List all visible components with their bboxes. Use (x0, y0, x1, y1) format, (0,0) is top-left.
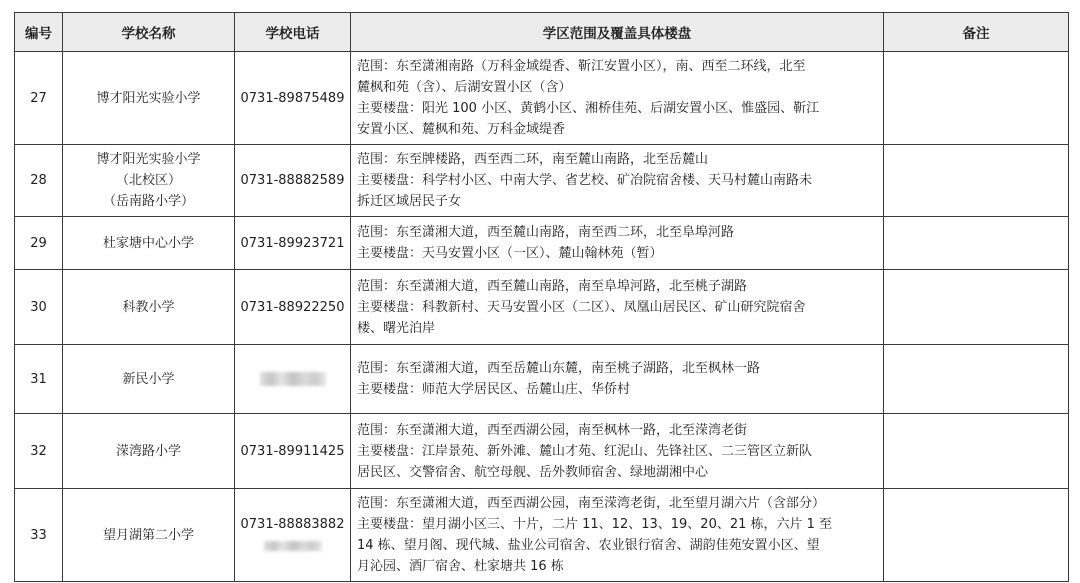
school-phone-cell (235, 145, 351, 217)
school-name-line: 博才阳光实验小学 (96, 152, 201, 167)
school-name-cell (63, 414, 235, 489)
note-cell (884, 489, 1069, 582)
phone-number: 0731-89923721 (240, 235, 345, 251)
school-name-line: （岳南路小学） (102, 194, 194, 209)
school-name-line: 博才阳光实验小学 (96, 90, 201, 106)
header-school-name: 学校名称 (63, 13, 235, 52)
district-scope-cell (351, 414, 884, 489)
note-cell (884, 145, 1069, 217)
scope-text-line: 麓枫和苑（含）、后湖安置小区（含） (357, 80, 572, 95)
school-district-table (14, 12, 1069, 582)
table-row (15, 345, 1069, 414)
note-cell (884, 345, 1069, 414)
school-name-line: 新民小学 (122, 371, 175, 387)
row-number: 28 (15, 145, 63, 217)
note-cell (884, 414, 1069, 489)
scope-text-line: 范围：东至潇湘大道，西至西湖公园，南至枫林一路，北至溁湾老街 (357, 422, 748, 438)
phone-number: 0731-88883882 (240, 517, 345, 532)
table-row (15, 145, 1069, 217)
school-name-cell (63, 270, 235, 345)
scope-text-line: 14 栋、望月阁、现代城、盐业公司宿舍、农业银行宿舍、湖韵佳苑安置小区、望 (357, 538, 820, 553)
scope-text-line: 主要楼盘：师范大学居民区、岳麓山庄、华侨村 (357, 382, 631, 397)
district-scope-cell (351, 489, 884, 582)
table-row (15, 414, 1069, 489)
district-scope-cell (351, 345, 884, 414)
phone-number: 0731-89875489 (240, 90, 345, 106)
district-scope-cell (351, 52, 884, 145)
row-number: 30 (15, 270, 63, 345)
school-name-cell (63, 52, 235, 145)
note-cell (884, 52, 1069, 145)
row-number: 27 (15, 52, 63, 145)
school-name-cell (63, 217, 235, 270)
phone-number: 0731-88882589 (240, 173, 345, 188)
scope-text-line: 范围：东至潇湘南路（万科金域缇香、靳江安置小区），南、西至二环线，北至 (357, 59, 806, 74)
school-phone-cell (235, 489, 351, 582)
phone-number: 0731-88922250 (240, 299, 345, 315)
school-phone-cell (235, 345, 351, 414)
scope-text-line: 主要楼盘：望月湖小区三、十片，二片 11、12、13、19、20、21 栋，六片 1 至 (357, 517, 833, 532)
district-scope-cell (351, 217, 884, 270)
header-school-phone: 学校电话 (235, 13, 351, 52)
header-notes: 备注 (884, 13, 1069, 52)
scope-text-line: 范围：东至牌楼路，西至西二环，南至麓山南路，北至岳麓山 (357, 152, 709, 167)
redacted-phone (260, 372, 326, 386)
table-row (15, 217, 1069, 270)
school-name-cell (63, 145, 235, 217)
school-phone-cell (235, 414, 351, 489)
school-phone-cell (235, 52, 351, 145)
table-row (15, 489, 1069, 582)
school-name-line: 杜家塘中心小学 (102, 235, 194, 251)
redacted-phone (264, 541, 322, 551)
school-name-cell (63, 345, 235, 414)
district-scope-cell (351, 270, 884, 345)
header-district-scope: 学区范围及覆盖具体楼盘 (351, 13, 884, 52)
header-number: 编号 (15, 13, 63, 52)
scope-text-line: 范围：东至潇湘大道，西至西湖公园，南至溁湾老街，北至望月湖六片（含部分） (357, 496, 826, 511)
scope-text-line: 主要楼盘：江岸景苑、新外滩、麓山才苑、红泥山、先锋社区、二三管区立新队 (357, 443, 813, 459)
row-number: 32 (15, 414, 63, 489)
row-number: 33 (15, 489, 63, 582)
school-name-line: 科教小学 (122, 299, 175, 315)
row-number: 31 (15, 345, 63, 414)
scope-text-line: 主要楼盘：科学村小区、中南大学、省艺校、矿冶院宿舍楼、天马村麓山南路未 (357, 173, 813, 188)
school-name-line: 溁湾路小学 (115, 443, 181, 459)
school-name-line: 望月湖第二小学 (102, 527, 194, 543)
scope-text-line: 居民区、交警宿舍、航空母舰、岳外教师宿舍、绿地湖湘中心 (357, 464, 709, 480)
scope-text-line: 主要楼盘：天马安置小区（一区）、麓山翰林苑（暂） (357, 246, 663, 261)
scope-text-line: 楼、曙光泊岸 (357, 320, 436, 336)
table-header-row (15, 13, 1069, 52)
school-name-cell (63, 489, 235, 582)
table-row (15, 52, 1069, 145)
scope-text-line: 月沁园、酒厂宿舍、杜家塘共 16 栋 (357, 559, 564, 574)
scope-text-line: 主要楼盘：阳光 100 小区、黄鹤小区、湘桥佳苑、后湖安置小区、惟盛园、靳江 (357, 101, 820, 116)
school-phone-cell (235, 217, 351, 270)
phone-number: 0731-89911425 (240, 443, 345, 459)
scope-text-line: 范围：东至潇湘大道，西至麓山南路，南至阜埠河路，北至桃子湖路 (357, 278, 748, 294)
scope-text-line: 主要楼盘：科教新村、天马安置小区（二区）、凤凰山居民区、矿山研究院宿舍 (357, 299, 806, 315)
note-cell (884, 217, 1069, 270)
district-scope-cell (351, 145, 884, 217)
row-number: 29 (15, 217, 63, 270)
school-name-line: （北校区） (115, 173, 181, 188)
scope-text-line: 拆迁区域居民子女 (357, 194, 462, 209)
school-phone-cell (235, 270, 351, 345)
scope-text-line: 范围：东至潇湘大道，西至麓山南路，南至西二环，北至阜埠河路 (357, 225, 735, 240)
table-row (15, 270, 1069, 345)
scope-text-line: 安置小区、麓枫和苑、万科金域缇香 (357, 122, 566, 137)
note-cell (884, 270, 1069, 345)
scope-text-line: 范围：东至潇湘大道，西至岳麓山东麓，南至桃子湖路，北至枫林一路 (357, 361, 761, 376)
